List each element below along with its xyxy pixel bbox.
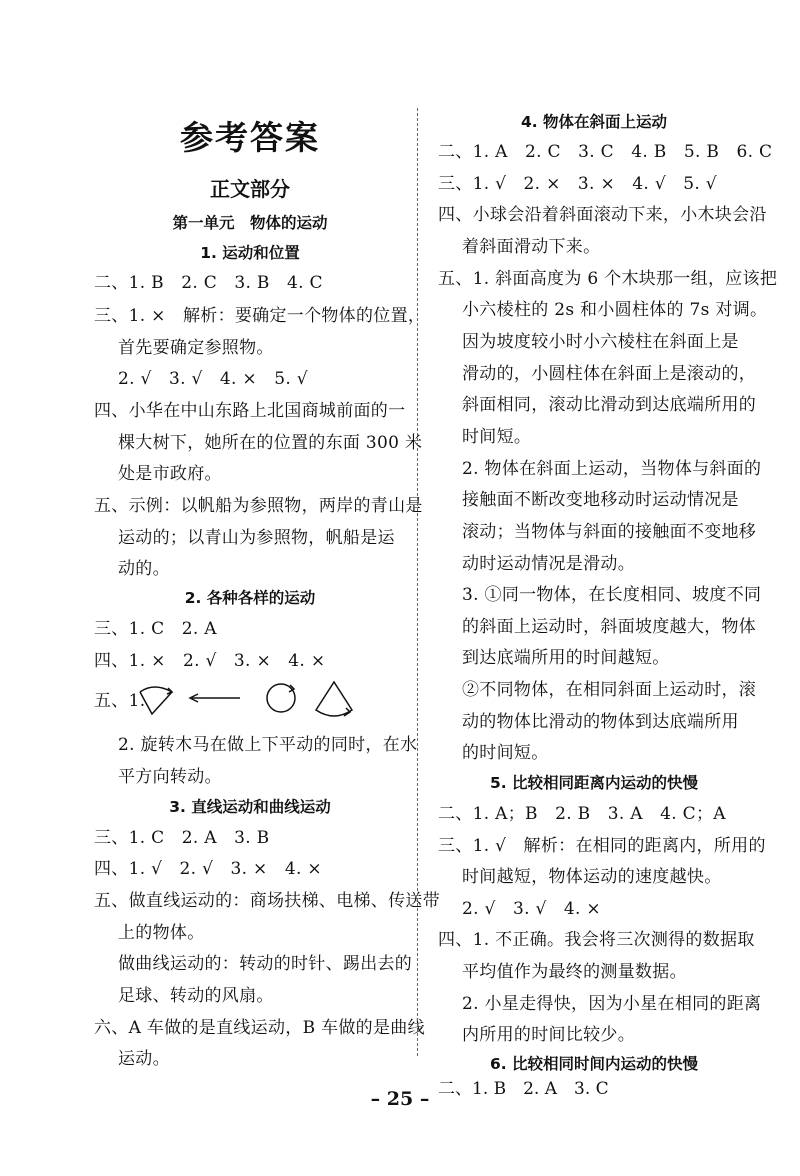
answer-line: 处是市政府。 xyxy=(118,464,222,484)
answer-line: 五、1. 斜面高度为 6 个木块那一组，应该把 xyxy=(438,269,778,289)
answer-line: 三、1. C 2. A 3. B xyxy=(94,828,270,848)
answer-line: 二、1. B 2. C 3. B 4. C xyxy=(94,273,323,293)
answer-line: 2. 旋转木马在做上下平动的同时，在水 xyxy=(118,735,418,755)
answer-line: 2. √ 3. √ 4. × xyxy=(462,899,601,919)
lesson-2-heading: 2. 各种各样的运动 xyxy=(184,589,316,607)
answer-line: 棵大树下，她所在的位置的东面 300 米 xyxy=(118,433,423,453)
answer-line: 动时运动情况是滑动。 xyxy=(462,554,635,574)
answer-line: 2. 物体在斜面上运动，当物体与斜面的 xyxy=(462,459,762,479)
page-number: – 25 – xyxy=(370,1088,430,1110)
answer-line: 着斜面滑动下来。 xyxy=(462,237,601,257)
answer-line: 动的。 xyxy=(118,559,170,579)
lesson-5-heading: 5. 比较相同距离内运动的快慢 xyxy=(489,774,699,792)
answer-line: 二、1. A 2. C 3. C 4. B 5. B 6. C xyxy=(438,142,773,162)
lesson-1-heading: 1. 运动和位置 xyxy=(200,244,300,262)
answer-line: 二、1. A；B 2. B 3. A 4. C；A xyxy=(438,804,726,824)
lesson-4-heading: 4. 物体在斜面上运动 xyxy=(520,113,668,131)
answer-line: 时间短。 xyxy=(462,427,532,447)
answer-line: 首先要确定参照物。 xyxy=(118,338,274,358)
straight-arrow-icon xyxy=(190,694,240,702)
answer-line: 的斜面上运动时，斜面坡度越大，物体 xyxy=(462,617,757,637)
answer-line: 上的物体。 xyxy=(118,923,205,943)
motion-diagrams xyxy=(94,680,406,728)
answer-line: 五、做直线运动的：商场扶梯、电梯、传送带 xyxy=(94,891,440,911)
answer-line: 内所用的时间比较少。 xyxy=(462,1025,635,1045)
answer-line: 足球、转动的风扇。 xyxy=(118,986,274,1006)
section-title: 正文部分 xyxy=(210,177,290,201)
answer-line: 四、1. 不正确。我会将三次测得的数据取 xyxy=(438,930,755,950)
column-divider xyxy=(417,108,418,1056)
answer-line: 的时间短。 xyxy=(462,743,549,763)
answer-line: 3. ①同一物体，在长度相同、坡度不同 xyxy=(462,585,762,605)
answer-line: 滚动；当物体与斜面的接触面不变地移 xyxy=(462,522,757,542)
answer-line: 小六棱柱的 2s 和小圆柱体的 7s 对调。 xyxy=(462,300,768,320)
answer-line: 二、1. B 2. A 3. C xyxy=(438,1079,609,1099)
answer-line: 三、1. × 解析：要确定一个物体的位置， xyxy=(94,306,426,326)
answer-line: 平均值作为最终的测量数据。 xyxy=(462,962,687,982)
answer-line: 六、A 车做的是直线运动，B 车做的是曲线 xyxy=(94,1018,425,1038)
answer-line: 做曲线运动的：转动的时针、踢出去的 xyxy=(118,954,413,974)
answer-line: 滑动的，小圆柱体在斜面上是滚动的， xyxy=(462,364,757,384)
answer-line: 三、1. C 2. A xyxy=(94,619,217,639)
answer-line: 到达底端所用的时间越短。 xyxy=(462,648,670,668)
answer-line: 2. √ 3. √ 4. × 5. √ xyxy=(118,369,308,389)
answer-line: 四、1. × 2. √ 3. × 4. × xyxy=(94,651,326,671)
circle-motion-icon xyxy=(267,684,295,712)
answer-line: 四、小球会沿着斜面滚动下来，小木块会沿 xyxy=(438,205,767,225)
answer-line: ②不同物体，在相同斜面上运动时，滚 xyxy=(462,680,757,700)
swing-fan-icon xyxy=(140,687,172,714)
answer-line: 接触面不断改变地移动时运动情况是 xyxy=(462,490,739,510)
lesson-6-heading: 6. 比较相同时间内运动的快慢 xyxy=(489,1055,699,1073)
answer-line: 三、1. √ 2. × 3. × 4. √ 5. √ xyxy=(438,174,717,194)
answer-line: 2. 小星走得快，因为小星在相同的距离 xyxy=(462,994,762,1014)
unit-heading: 第一单元 物体的运动 xyxy=(172,214,328,232)
answer-line: 运动的；以青山为参照物，帆船是运 xyxy=(118,528,395,548)
answer-line: 平方向转动。 xyxy=(118,767,222,787)
answer-line: 五、1. xyxy=(94,691,146,711)
answer-line: 时间越短，物体运动的速度越快。 xyxy=(462,867,722,887)
answer-line: 三、1. √ 解析：在相同的距离内，所用的 xyxy=(438,836,766,856)
pendulum-icon xyxy=(316,682,352,716)
answer-line: 因为坡度较小时小六棱柱在斜面上是 xyxy=(462,332,739,352)
answer-line: 斜面相同，滚动比滑动到达底端所用的 xyxy=(462,395,757,415)
answer-line: 四、1. √ 2. √ 3. × 4. × xyxy=(94,859,322,879)
lesson-3-heading: 3. 直线运动和曲线运动 xyxy=(169,798,331,816)
answer-line: 五、示例：以帆船为参照物，两岸的青山是 xyxy=(94,496,423,516)
answer-line: 动的物体比滑动的物体到达底端所用 xyxy=(462,712,739,732)
page-title: 参考答案 xyxy=(180,118,320,157)
answer-line: 运动。 xyxy=(118,1049,170,1069)
answer-line: 四、小华在中山东路上北国商城前面的一 xyxy=(94,401,406,421)
